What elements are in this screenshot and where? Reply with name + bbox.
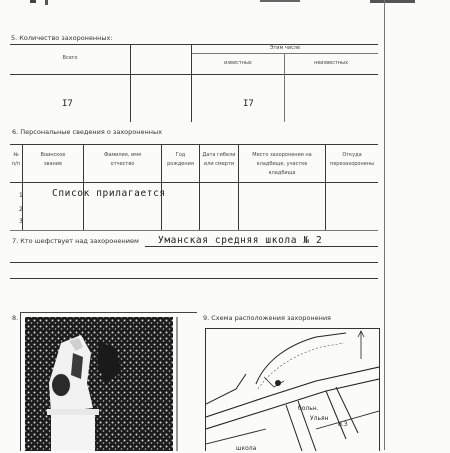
total-value: I7: [62, 99, 73, 109]
location-map-drawing: [206, 329, 379, 451]
margin-rule: [384, 0, 385, 450]
memorial-photo: [20, 312, 197, 451]
map-label: и.З: [338, 421, 348, 428]
section9-label: 9. Схема расположения захоронения: [203, 314, 331, 322]
blank-line: [10, 278, 378, 279]
col-death-date: Дата гибели или смерти: [202, 152, 236, 167]
header-unknown: неизвестных: [313, 60, 349, 66]
row-number: 1: [19, 192, 23, 199]
section6-title: 6. Персональные сведения о захороненных: [12, 128, 162, 136]
row-number: 3: [19, 218, 23, 225]
section8-label: 8.: [12, 314, 19, 322]
map-label: больн.: [298, 405, 319, 412]
col-reburied-from: Откуда перезахоронены: [329, 152, 375, 167]
location-scheme: [205, 328, 380, 451]
map-label: Ульян: [310, 415, 329, 422]
col-burial-place: Место захоронения на кладбище, участке кладбища: [252, 152, 312, 176]
top-edge-marks: [0, 0, 450, 8]
col-birth-year: Год рождения: [167, 152, 194, 167]
header-known: известных: [224, 60, 252, 66]
section5-title: 5. Количество захороненных:: [11, 34, 113, 42]
monument-photo-image: [21, 313, 197, 451]
blank-line: [10, 262, 378, 263]
section6-table: [10, 144, 378, 232]
section5-table: [10, 44, 378, 124]
header-total: Всего: [62, 55, 78, 61]
row-number: 2: [19, 206, 23, 213]
patron-value: Уманская средняя школа № 2: [158, 235, 323, 246]
list-attached-note: Список прилагается: [52, 188, 166, 199]
section7-label: 7. Кто шефствует над захоронением: [12, 237, 139, 245]
header-of-them: Этим числе: [269, 45, 301, 51]
map-label: школа: [236, 445, 257, 452]
underline: [145, 246, 378, 247]
col-rank: Воинское звание: [40, 152, 66, 167]
col-name: Фамилия, имя отчество: [103, 152, 142, 167]
col-num: № п/п: [11, 152, 21, 167]
known-value: I7: [243, 99, 254, 109]
